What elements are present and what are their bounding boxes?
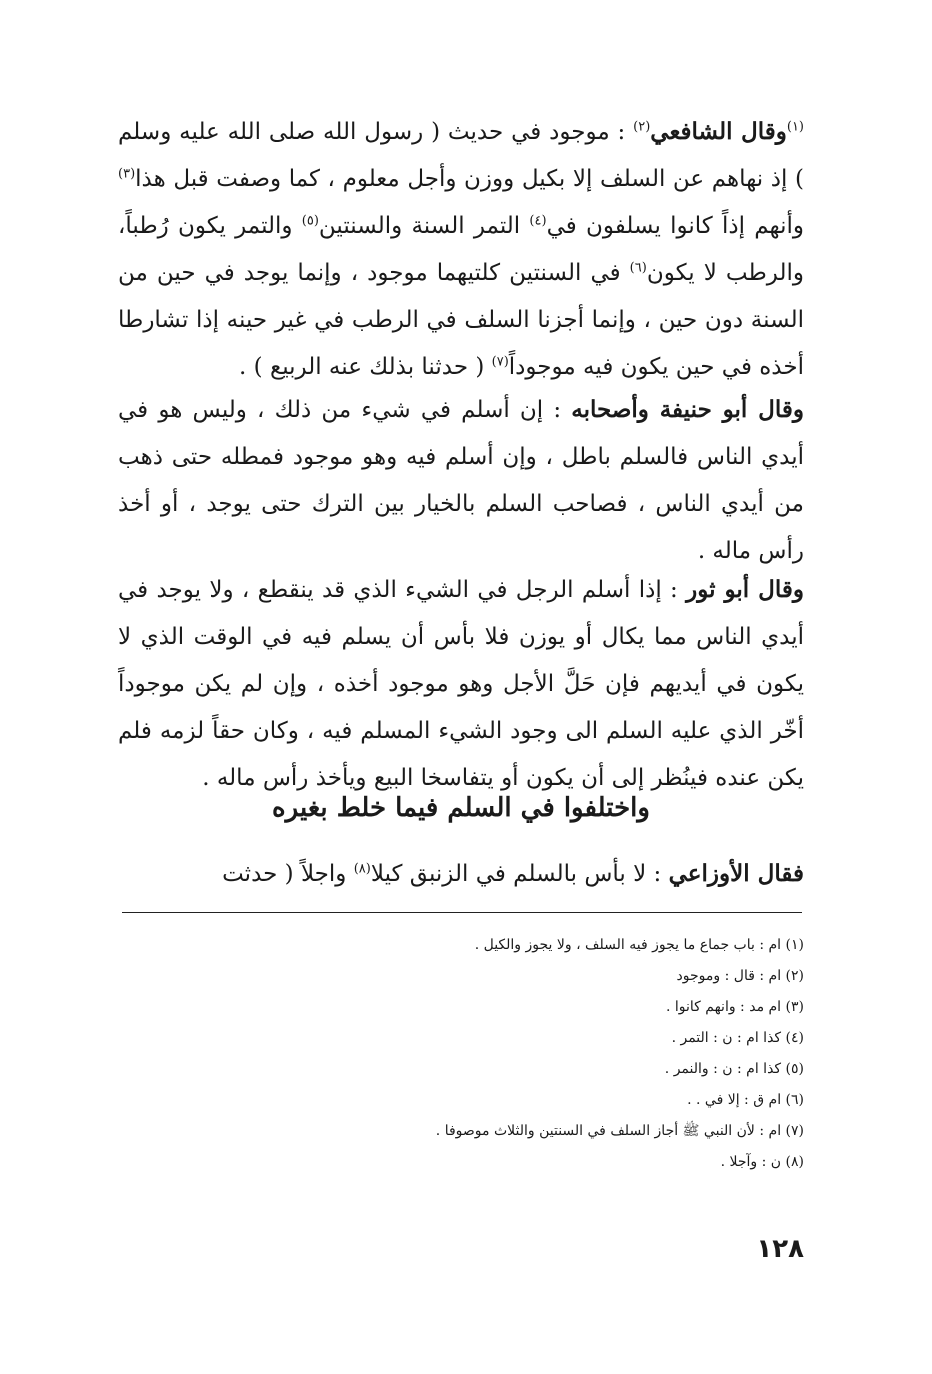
footnote-divider bbox=[122, 912, 802, 913]
footnote-item: (٤) كذا ام : ن : التمر . bbox=[671, 1030, 804, 1046]
footnote-item: (٢) ام : قال : وموجود bbox=[676, 968, 804, 984]
footnote-marker: (٢) bbox=[633, 119, 651, 135]
paragraph-text: والتمر يكون رُطباً، والرطب لا يكون bbox=[118, 213, 804, 286]
footnote-marker: (١) bbox=[786, 119, 804, 135]
paragraph-text: وأنهم إذاً كانوا يسلفون في bbox=[546, 213, 804, 239]
paragraph-text: : إذا أسلم الرجل في الشيء الذي قد ينقطع ، ولا يوجد في أيدي الناس مما يكال أو يوزن فلا بأس أن يسلم فيه في الوقت الذي لا يكون في أيديهم فإن حَلَّ الأجل وهو موجود أخذه ، وإن لم يكن موجوداً أخّر الذي عليه السلم الى وجود الشيء المسلم فيه ، وكان حقاً لزمه فلم يكن عنده فينُظر إلى أن يكون أو يتفاسخا البيع ويأخذ رأس ماله . bbox=[118, 577, 804, 791]
footnote-marker: (٨) bbox=[353, 861, 371, 877]
footnote-item: (٦) ام ق : إلا في . . bbox=[687, 1092, 804, 1108]
footnote-marker: (٧) bbox=[491, 354, 509, 370]
footnote-marker: (٤) bbox=[529, 213, 547, 229]
footnote-item: (٨) ن : وآجلا . bbox=[720, 1154, 804, 1170]
paragraph-text: : إن أسلم في شيء من ذلك ، وليس هو في أيدي الناس فالسلم باطل ، وإن أسلم فيه وهو موجود فمطله حتى ذهب من أيدي الناس ، فصاحب السلم بالخيار بين الترك حتى يوجد ، أو أخذ رأس ماله . bbox=[118, 397, 804, 564]
footnote-marker: (٥) bbox=[301, 213, 319, 229]
page-number: ١٢٨ bbox=[756, 1234, 804, 1264]
paragraph-lead: وقال أبو حنيفة وأصحابه bbox=[571, 396, 804, 423]
footnote-item: (٧) ام : لأن النبي ﷺ أجاز السلف في السنتين والثلاث موصوفا . bbox=[435, 1123, 804, 1139]
footnote-item: (١) ام : باب جماع ما يجوز فيه السلف ، ولا يجوز والكيل . bbox=[474, 937, 804, 953]
footnote-marker: (٣) bbox=[118, 166, 136, 182]
paragraph-lead: وقال أبو ثور bbox=[686, 576, 804, 603]
paragraph-text: التمر السنة والسنتين bbox=[318, 213, 530, 239]
paragraph-text: : موجود في حديث ( رسول الله صلى الله عليه وسلم ) إذ نهاهم عن السلف إلا بكيل ووزن وأجل معلوم ، كما وصفت قبل هذا bbox=[118, 119, 804, 192]
paragraph-abu-hanifa bbox=[118, 386, 804, 575]
paragraph-lead: فقال الأوزاعي bbox=[668, 860, 804, 887]
footnote-item: (٥) كذا ام : ن : والنمر . bbox=[664, 1061, 804, 1077]
footnote-marker: (٦) bbox=[629, 260, 647, 276]
paragraph-text: في السنتين كلتيهما موجود ، وإنما يوجد في حين من السنة دون حين ، وإنما أجزنا السلف في الرطب في غير حينه إذا تشارطا أخذه في حين يكون فيه موجوداً bbox=[118, 260, 804, 380]
paragraph-text: : لا بأس بالسلم في الزنبق كيلا bbox=[370, 861, 669, 887]
paragraph-shafii bbox=[118, 108, 804, 391]
paragraph-awzai bbox=[118, 850, 804, 898]
paragraph-abu-thawr bbox=[118, 566, 804, 802]
paragraph-lead: وقال الشافعي bbox=[650, 118, 787, 145]
footnotes-list bbox=[144, 930, 804, 1178]
paragraph-text: ( حدثنا بذلك عنه الربيع ) . bbox=[239, 354, 492, 380]
paragraph-text: واجلاً ( حدثت bbox=[222, 861, 354, 887]
section-heading: واختلفوا في السلم فيما خلط بغيره bbox=[272, 793, 650, 823]
footnote-item: (٣) ام مد : وانهم كانوا . bbox=[665, 999, 804, 1015]
